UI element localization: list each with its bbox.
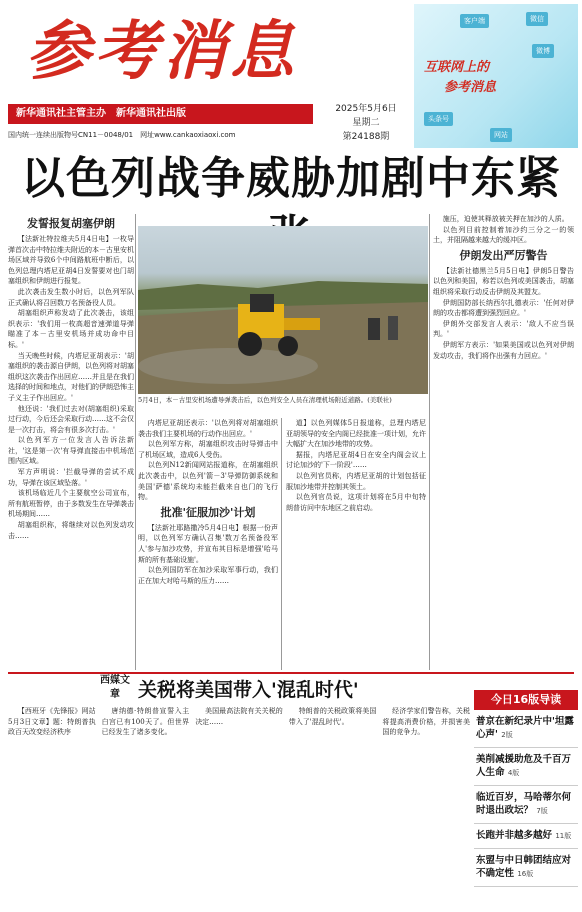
promo-badge: 微博 bbox=[532, 44, 554, 58]
article-col-4 bbox=[433, 214, 574, 670]
promo-badge: 头条号 bbox=[424, 112, 453, 126]
article-para: 伊朗国防部长纳西尔扎德表示：'任何对伊朗的攻击都将遭到强烈回应。' bbox=[433, 298, 574, 318]
article-para: 以色列军方称，胡塞组织攻击时导弹击中了机场区域，造成6人受伤。 bbox=[138, 440, 278, 459]
issue-date: 2025年5月6日 bbox=[335, 104, 397, 114]
guide-item-page: 4版 bbox=[507, 769, 520, 777]
column-divider bbox=[135, 214, 136, 670]
issue-number: 第24188期 bbox=[342, 132, 390, 142]
logo-char: 参 bbox=[26, 14, 88, 89]
article-para: 经济学家们警告称，关税将提高消费价格，并损害美国的竞争力。 bbox=[382, 707, 470, 737]
article-para: 以色列军方一位发言人告诉法新社，'这是第一次'有导弹直接击中机场范围内区域。 bbox=[8, 436, 134, 466]
guide-item-title: 美削减援助危及千百万人生命 bbox=[476, 754, 572, 778]
article-para: 胡塞组织称，将继续对以色列发动攻击…… bbox=[8, 521, 134, 540]
article-para: 特朗普的关税政策将美国带入了'混乱时代'。 bbox=[288, 707, 377, 726]
guide-item[interactable] bbox=[474, 824, 578, 849]
guide-item[interactable] bbox=[474, 849, 578, 887]
article-subhead: 批准'征服加沙'计划 bbox=[160, 505, 256, 519]
construction-vehicle-illustration bbox=[138, 226, 428, 394]
guide-item-page: 2版 bbox=[501, 731, 513, 739]
issue-weekday: 星期二 bbox=[352, 118, 380, 128]
article-para: 他还说：'我们过去对(胡塞组织)采取过行动，今后还会采取行动……这不会仅是一次打击，将会有很多次打击。' bbox=[8, 404, 134, 434]
article-para: 美国最高法院有关关税的决定…… bbox=[195, 707, 283, 726]
promo-ad[interactable] bbox=[414, 4, 578, 148]
article-col-2 bbox=[138, 418, 278, 670]
guide-item[interactable] bbox=[474, 786, 578, 824]
issn-line: 国内统一连续出版物号CN11－0048/01 网址www.cankaoxiaoxi.com bbox=[8, 131, 236, 139]
article-subhead: 伊朗发出严厉警告 bbox=[459, 248, 548, 262]
promo-badge: 微信 bbox=[526, 12, 548, 26]
article-col-3 bbox=[286, 418, 426, 670]
guide-item-page: 11版 bbox=[555, 832, 572, 840]
guide-item-title: 长跑并非越多越好 bbox=[476, 830, 553, 841]
article-para: 【法新社德黑兰5月5日电】伊朗5日警告以色列和美国，称若以色列或美国袭击，胡塞组织将采取行动反击伊朗及其盟友。 bbox=[433, 266, 574, 296]
promo-line1: 互联网上的 bbox=[424, 60, 490, 75]
logo-char: 考 bbox=[94, 14, 156, 89]
article-para: 此次袭击发生数小时后，以色列军队正式确认将召回数万名预备役人员。 bbox=[8, 287, 134, 307]
article-para: 唐纳德·特朗普宣誓入主白宫已有100天了。但世界已经发生了诸多变化。 bbox=[101, 707, 190, 737]
guide-item-title: 普京在新纪录片中'坦露心声' bbox=[476, 716, 574, 740]
guide-item[interactable] bbox=[474, 748, 578, 786]
article-para: 胡塞组织声称发动了此次袭击，该组织表示：'我们用一枚高超音速弹道导弹瞄准了本－古里安机场并成功命中目标。' bbox=[8, 309, 134, 349]
logo-char: 息 bbox=[230, 14, 292, 89]
guide-item[interactable] bbox=[474, 710, 578, 748]
article-para: 据报，内塔尼亚胡4日在安全内阁会议上讨论加沙的'下一阶段'…… bbox=[286, 450, 426, 470]
article-para: 以色列目前控制着加沙约三分之一的领土，并阻隔越来越大的缓冲区。 bbox=[433, 225, 574, 245]
bottom-article bbox=[8, 706, 470, 910]
bottom-headline: 关税将美国带入'混乱时代' bbox=[138, 679, 359, 701]
guide-item-title: 东盟与中日韩团结应对不确定性 bbox=[476, 855, 572, 879]
article-para: 伊朗外交部发言人表示：'敌人不应当误判。' bbox=[433, 319, 574, 339]
article-para: 【法新社特拉维夫5月4日电】一枚导弹首次击中特拉维夫附近的本－古里安机场区域并导致6个中间路航班中断后，以色列总理内塔尼亚胡4日发誓要对也门胡塞组织和伊朗进行报复。 bbox=[8, 235, 134, 286]
photo-caption: 5月4日，本－古里安机场遭导弹袭击后，以色列安全人员在清理机场附近道路。(美联社) bbox=[138, 396, 392, 404]
article-para: 【西班牙《先锋报》网站5月3日文章】题：特朗普执政百天改变经济秩序 bbox=[8, 707, 96, 737]
article-subhead: 发誓报复胡塞伊朗 bbox=[27, 217, 115, 230]
promo-line2: 参考消息 bbox=[444, 80, 497, 95]
article-para: 道】以色列媒体5日报道称，总理内塔尼亚胡领导的安全内阁已经批准一项计划，允许大幅扩大在加沙地带的攻势。 bbox=[286, 419, 426, 449]
guide-item-title: 临近百岁，马哈蒂尔何时退出政坛？ bbox=[476, 792, 572, 816]
article-para: 该机场临近几个主要航空公司宣布，所有航班暂停，由于多数发生在导弹袭击机场期间…… bbox=[8, 489, 134, 519]
section-rule bbox=[8, 672, 574, 674]
column-divider bbox=[281, 418, 282, 670]
guide-item-page: 16版 bbox=[517, 870, 534, 878]
news-photo bbox=[138, 226, 428, 394]
today-guide bbox=[474, 690, 578, 912]
main-headline: 以色列战争威胁加剧中东紧 bbox=[21, 153, 561, 204]
article-para: 伊朗军方表示：'如果美国或以色列对伊朗发动攻击，我们将作出强有力回应。' bbox=[433, 340, 574, 360]
guide-title: 今日16版导读 bbox=[474, 690, 578, 710]
article-para: 以色列官员称，内塔尼亚胡的计划包括征服加沙地带并控制其领土。 bbox=[286, 471, 426, 491]
date-block bbox=[322, 102, 410, 148]
section-tag: 西媒文章 bbox=[100, 675, 130, 700]
promo-badge: 客户端 bbox=[460, 14, 489, 28]
column-divider bbox=[429, 214, 430, 670]
masthead-logo bbox=[26, 12, 296, 102]
publisher-bar: 新华通讯社主管主办 新华通讯社出版 bbox=[8, 104, 313, 124]
article-para: 以色列官员说，这项计划将在5月中旬特朗普访问中东地区之前启动。 bbox=[286, 493, 426, 512]
article-para: 内塔尼亚胡还表示：'以色列将对胡塞组织袭击我们主要机场的行动作出回应。' bbox=[138, 419, 278, 438]
article-para: 以色列国防军在加沙采取军事行动，我们正在加大对哈马斯的压力…… bbox=[138, 566, 278, 585]
article-col-1 bbox=[8, 214, 134, 670]
article-para: 军方声明说：'拦截导弹的尝试不成功，导弹在该区域坠落。' bbox=[8, 468, 134, 487]
guide-item-page: 7版 bbox=[536, 807, 548, 815]
logo-char: 消 bbox=[162, 14, 224, 89]
article-para: 【法新社耶路撒冷5月4日电】根据一份声明，以色列军方确认召集'数万名预备役军人'参与加沙攻势，并宣布其目标是增强'哈马斯的所有基础设施'。 bbox=[138, 523, 278, 564]
promo-badge: 网站 bbox=[490, 128, 512, 142]
article-para: 施压，迫使其释放被关押在加沙的人质。 bbox=[442, 215, 569, 223]
article-para: 以色列N12新闻网站报道称，在胡塞组织此次袭击中，以色列'箭－3'导弹防御系统和美国'萨德'系统均未能拦截来自也门的飞行物。 bbox=[138, 461, 278, 502]
article-para: 当天晚些时候，内塔尼亚胡表示：'胡塞组织的袭击源自伊朗，以色列将对胡塞组织这次袭击作出回应……并且是在我们选择的时间和地点，对他们的伊朗恐怖主子义主子作出回应。' bbox=[8, 351, 134, 402]
